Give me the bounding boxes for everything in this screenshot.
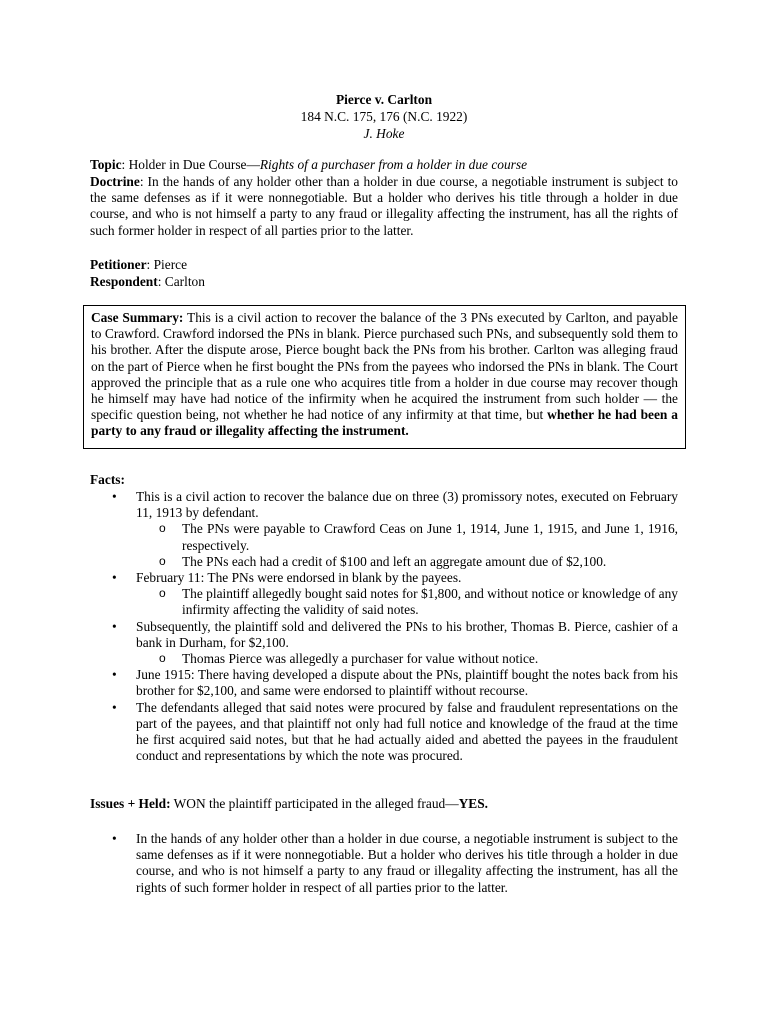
parties-block: [90, 257, 678, 291]
fact-item: [90, 489, 678, 570]
fact-subitem-text: Thomas Pierce was allegedly a purchaser for value without notice.: [182, 651, 539, 667]
fact-item: [90, 667, 678, 699]
held-list: [90, 831, 678, 896]
held-text: In the hands of any holder other than a holder in due course, a negotiable instrument is subject to the same defenses as if it were nonnegotiable. But a holder who derives his title through a holder in due course, and who is not himself a party to any fraud or illegality affecting the instrument, has all the rights of such former holder in respect of all parties prior to the latter.: [136, 831, 678, 895]
facts-list: [90, 489, 678, 764]
sub-bullet-icon: o: [159, 553, 166, 568]
fact-sublist: [136, 651, 678, 667]
petitioner-name: : Pierce: [146, 257, 188, 272]
fact-subitem-text: The PNs each had a credit of $100 and left an aggregate amount due of $2,100.: [182, 553, 607, 569]
respondent-name: : Carlton: [157, 274, 205, 289]
topic-italic: Rights of a purchaser from a holder in due course: [259, 157, 528, 172]
bullet-icon: •: [112, 667, 117, 683]
fact-item: [90, 700, 678, 765]
fact-item: [90, 619, 678, 668]
issues-answer: YES.: [458, 796, 489, 811]
fact-text: This is a civil action to recover the balance due on three (3) promissory notes, executed on February 11, 1913 by defendant.: [136, 489, 678, 521]
fact-sublist: [136, 521, 678, 570]
petitioner-line: [90, 257, 678, 274]
case-title: Pierce v. Carlton: [335, 92, 433, 107]
case-summary-bold: whether he had been a party to any fraud or illegality affecting the instrument.: [91, 407, 678, 439]
topic-text: : Holder in Due Course—: [121, 157, 260, 172]
case-summary-text: This is a civil action to recover the balance of the 3 PNs executed by Carlton, and payable to Crawford. Crawford indorsed the PNs in blank. Pierce purchased such PNs, and subsequently sold them to his brother. After the dispute arose, Pierce bought back the PNs from his brother. Carlton was alleging fraud on the part of Pierce when he first bought the PNs from the payees who indorsed the PNs in blank. The Court approved the principle that as a rule one who acquires title from a holder in due course may recover though he himself may have had notice of the infirmity when he acquired the instrument from such holder — the specific question being, not whether he had notice of any infirmity at that time, but: [91, 310, 678, 423]
bullet-icon: •: [112, 831, 117, 846]
doctrine-label: Doctrine: [90, 174, 140, 189]
fact-text: June 1915: There having developed a dispute about the PNs, plaintiff bought the notes back from his brother for $2,100, and same were endorsed to plaintiff without recourse.: [136, 667, 678, 699]
bullet-icon: •: [112, 618, 117, 634]
sub-bullet-icon: o: [159, 521, 166, 536]
case-header: [0, 92, 768, 143]
bullet-icon: •: [112, 489, 117, 504]
facts-heading: Facts:: [90, 472, 125, 487]
topic-line: [90, 157, 678, 173]
respondent-line: [90, 274, 678, 291]
doctrine-paragraph: [90, 174, 678, 239]
sub-bullet-icon: o: [159, 651, 166, 666]
case-summary-label: Case Summary:: [91, 310, 184, 325]
issues-text: WON the plaintiff participated in the alleged fraud—: [170, 796, 459, 811]
case-summary-box: [83, 305, 686, 449]
fact-text: Subsequently, the plaintiff sold and delivered the PNs to his brother, Thomas B. Pierce, cashier of a bank in Durham, for $2,100.: [136, 618, 678, 650]
doctrine-text: : In the hands of any holder other than a holder in due course, a negotiable instrument is subject to the same defenses as if it were nonnegotiable. But a holder who derives his title through a holder in due course, and who is not himself a party to any fraud or illegality affecting the instrument, has all the rights of such former holder in respect of all parties prior to the latter.: [90, 174, 678, 238]
fact-subitem: [136, 554, 678, 570]
bullet-icon: •: [112, 570, 117, 586]
bullet-icon: •: [112, 699, 117, 715]
fact-text: The defendants alleged that said notes were procured by false and fraudulent representations on the part of the payees, and that plaintiff not only had full notice and knowledge of the fraud at the time he first acquired said notes, but that he had actually aided and abetted the payees in the fraudulent conduct and representations by which the note was procured.: [136, 699, 678, 764]
case-citation: 184 N.C. 175, 176 (N.C. 1922): [300, 109, 468, 124]
respondent-label: Respondent: [90, 274, 158, 289]
case-judge: J. Hoke: [363, 126, 405, 141]
sub-bullet-icon: o: [159, 586, 166, 601]
petitioner-label: Petitioner: [90, 257, 147, 272]
fact-subitem-text: The plaintiff allegedly bought said notes for $1,800, and without notice or knowledge of any infirmity affecting the validity of said notes.: [182, 586, 678, 618]
held-item: [90, 831, 678, 896]
fact-text: February 11: The PNs were endorsed in blank by the payees.: [136, 570, 462, 586]
issues-line: [90, 796, 678, 812]
issues-label: Issues + Held:: [90, 796, 171, 811]
fact-item: [90, 570, 678, 619]
fact-subitem: [136, 521, 678, 553]
fact-subitem: [136, 586, 678, 618]
fact-subitem: [136, 651, 678, 667]
fact-sublist: [136, 586, 678, 618]
topic-label: Topic: [90, 157, 122, 172]
fact-subitem-text: The PNs were payable to Crawford Ceas on June 1, 1914, June 1, 1915, and June 1, 1916, respectively.: [182, 521, 678, 553]
